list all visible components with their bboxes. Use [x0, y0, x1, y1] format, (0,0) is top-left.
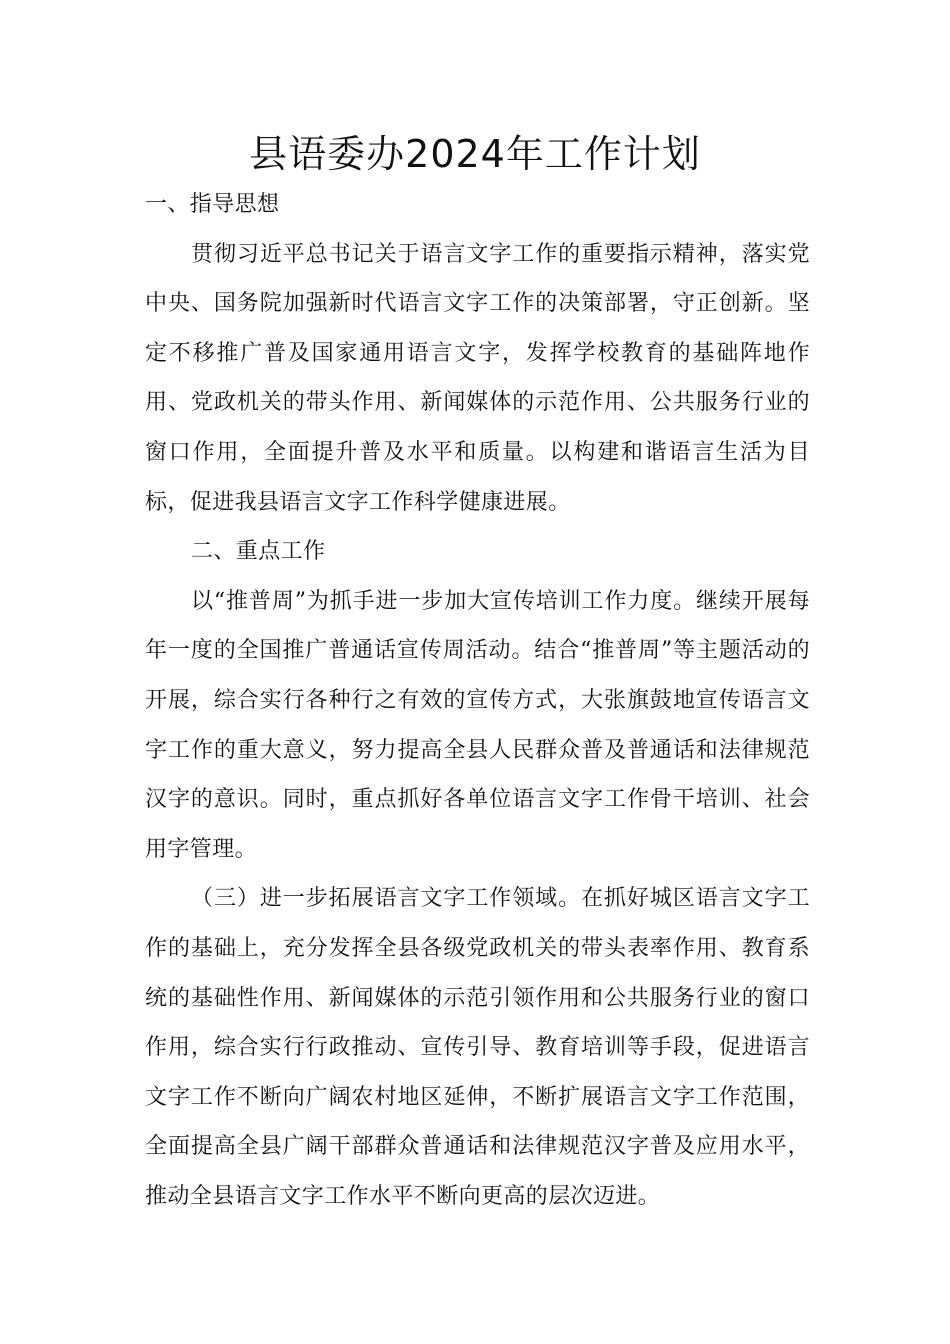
document-title: 县语委办2024年工作计划	[249, 132, 701, 176]
section1-heading: 一、指导思想	[145, 192, 280, 217]
document-body	[145, 180, 810, 1221]
section1-paragraph: 贯彻习近平总书记关于语言文字工作的重要指示精神，落实党中央、国务院加强新时代语言文字工作的决策部署，守正创新。坚定不移推广普及国家通用语言文字，发挥学校教育的基础阵地作用、党政机关的带头作用、新闻媒体的示范作用、公共服务行业的窗口作用，全面提升普及水平和质量。以构建和谐语言生活为目标，促进我县语言文字工作科学健康进展。	[145, 241, 810, 515]
section2-paragraph: 以“推普周”为抓手进一步加大宣传培训工作力度。继续开展每年一度的全国推广普通话宣传周活动。结合“推普周”等主题活动的开展，综合实行各种行之有效的宣传方式，大张旗鼓地宣传语言文字工作的重大意义，努力提高全县人民群众普及普通话和法律规范汉字的意识。同时，重点抓好各单位语言文字工作骨干培训、社会用字管理。	[145, 588, 810, 862]
section3-paragraph: （三）进一步拓展语言文字工作领域。在抓好城区语言文字工作的基础上，充分发挥全县各级党政机关的带头表率作用、教育系统的基础性作用、新闻媒体的示范引领作用和公共服务行业的窗口作用，综合实行行政推动、宣传引导、教育培训等手段，促进语言文字工作不断向广阔农村地区延伸，不断扩展语言文字工作范围，全面提高全县广阔干部群众普通话和法律规范汉字普及应用水平，推动全县语言文字工作水平不断向更高的层次迈进。	[145, 886, 810, 1209]
section2-heading: 二、重点工作	[191, 539, 326, 565]
